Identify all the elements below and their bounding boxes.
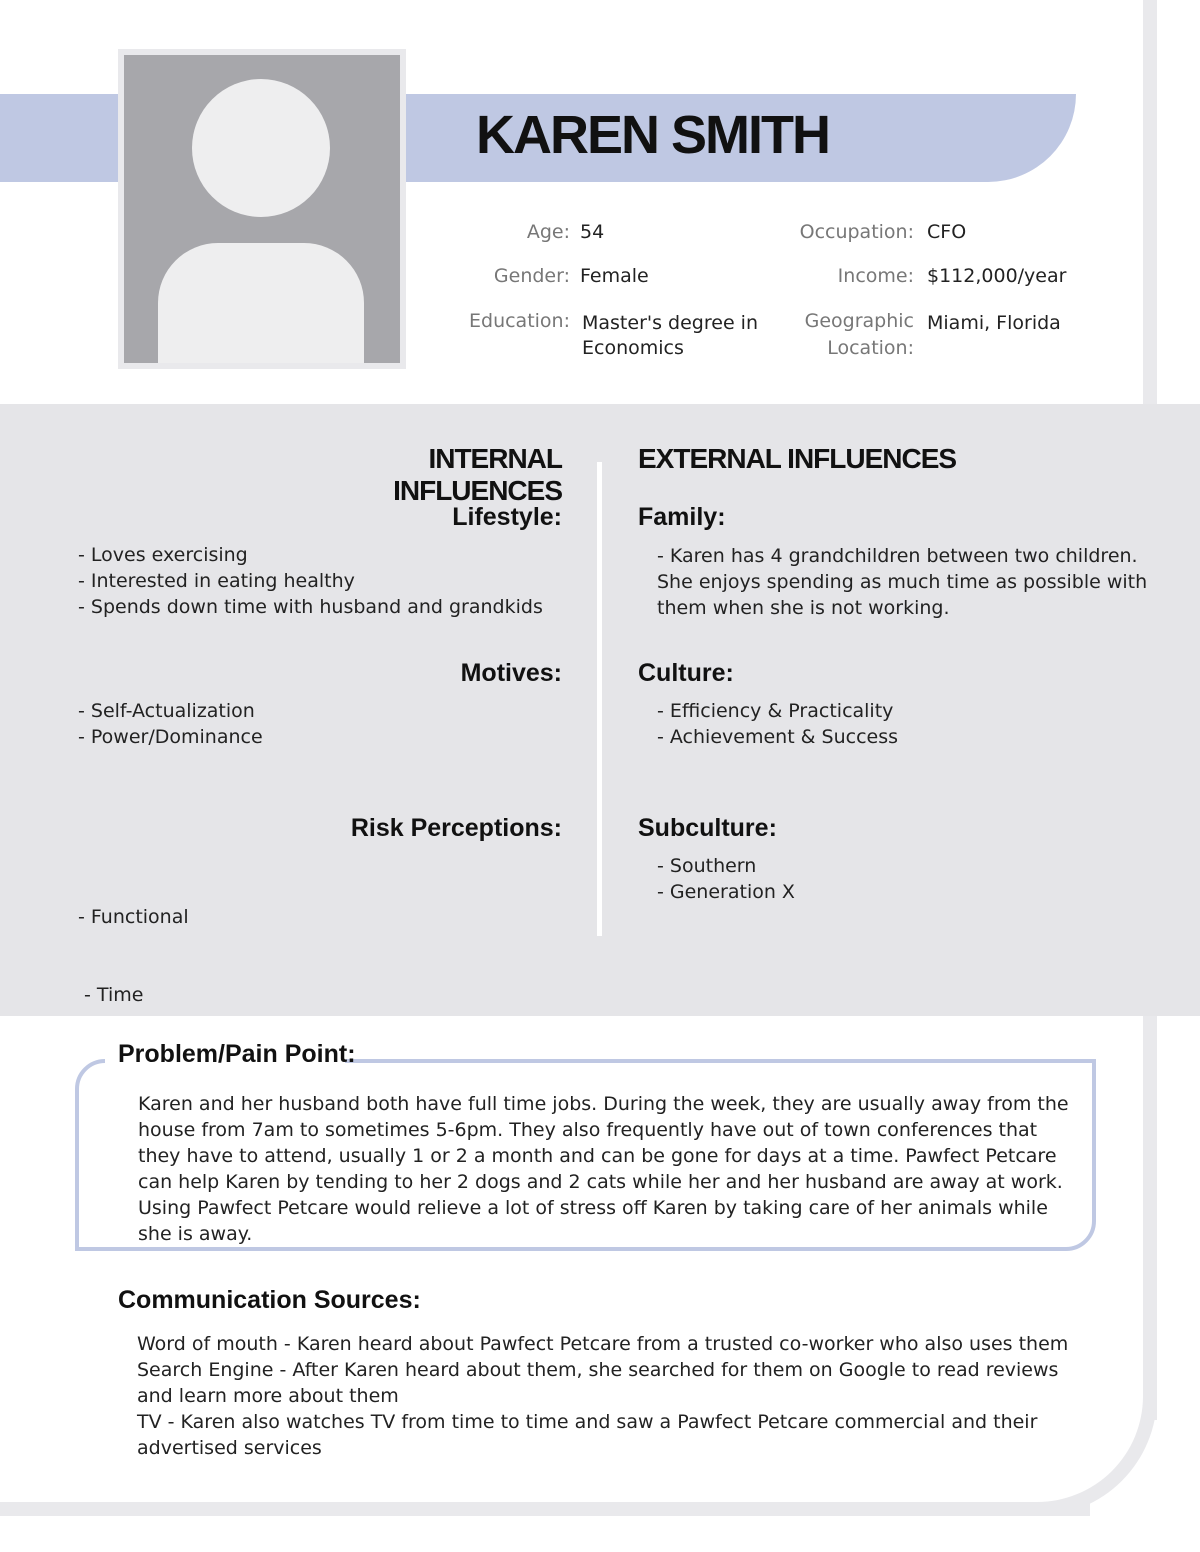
avatar-body [158, 243, 364, 363]
family-title: Family: [638, 503, 726, 531]
list-item: - Interested in eating healthy [78, 570, 355, 592]
location-label-line1: Geographic [804, 310, 914, 332]
age-label: Age: [526, 221, 570, 243]
culture-list [657, 698, 898, 750]
lifestyle-title: Lifestyle: [452, 503, 562, 531]
motives-title: Motives: [460, 659, 562, 687]
motives-list [78, 698, 263, 750]
gender-label: Gender: [493, 265, 570, 287]
risk-perceptions-title: Risk Perceptions: [350, 814, 562, 842]
list-item: - Achievement & Success [657, 726, 899, 748]
risk-perceptions-list [78, 852, 189, 1034]
internal-influences-title: INTERNAL INFLUENCES [393, 443, 562, 506]
list-item: - Power/Dominance [78, 726, 263, 748]
family-list [657, 543, 1147, 621]
occupation-value: CFO [927, 221, 967, 243]
list-item: - Efficiency & Practicality [657, 700, 894, 722]
gender-value: Female [580, 265, 649, 287]
culture-title: Culture: [638, 659, 734, 687]
external-influences-title: EXTERNAL INFLUENCES [638, 443, 957, 474]
location-label-line2: Location: [827, 337, 914, 359]
list-item: - Southern [657, 855, 757, 877]
occupation-label: Occupation: [799, 221, 914, 243]
lifestyle-list [78, 542, 543, 620]
list-item: - Spends down time with husband and grandkids [78, 596, 543, 618]
communication-title: Communication Sources: [118, 1286, 421, 1314]
list-item: - Loves exercising [78, 544, 248, 566]
list-item: them when she is not working. [657, 597, 950, 619]
subculture-title: Subculture: [638, 814, 777, 842]
problem-title: Problem/Pain Point: [118, 1040, 356, 1068]
avatar [118, 49, 406, 369]
education-label: Education: [469, 310, 570, 332]
list-item: - Self-Actualization [78, 700, 255, 722]
persona-name: KAREN SMITH [476, 105, 829, 165]
list-item: She enjoys spending as much time as possible with [657, 571, 1148, 593]
list-item: - Karen has 4 grandchildren between two children. [657, 545, 1138, 567]
list-item: - Generation X [657, 881, 795, 903]
age-value: 54 [580, 221, 605, 243]
income-value: $112,000/year [927, 265, 1067, 287]
list-item: - Functional [78, 906, 189, 928]
problem-text: Karen and her husband both have full time jobs. During the week, they are usually away from the house from 7am to sometimes 5-6pm. They also frequently have out of town conferences that they have to attend, usually 1 or 2 a month and can be gone for days at a time. Pawfect Petcare can help Karen by tending to her 2 dogs and 2 cats while her and her husband are away at work. Using Pawfect Petcare would relieve a lot of stress off Karen by taking care of her animals while she is away. [138, 1093, 1069, 1245]
influences-divider [597, 462, 602, 936]
list-item: Word of mouth - Karen heard about Pawfect Petcare from a trusted co-worker who also uses them [137, 1333, 1069, 1355]
subculture-list [657, 853, 795, 905]
education-value-line1: Master's degree in [582, 312, 758, 334]
list-item: TV - Karen also watches TV from time to time and saw a Pawfect Petcare commercial and their advertised services [137, 1411, 1038, 1459]
communication-list [137, 1331, 1077, 1461]
list-item: Search Engine - After Karen heard about them, she searched for them on Google to read reviews and learn more about them [137, 1359, 1059, 1407]
location-value: Miami, Florida [927, 312, 1061, 334]
page-frame-bottom [0, 1502, 1090, 1516]
education-value-line2: Economics [582, 337, 684, 359]
avatar-head [192, 79, 330, 217]
avatar-placeholder-icon [124, 55, 400, 363]
income-label: Income: [837, 265, 914, 287]
list-item: - Time [78, 984, 144, 1006]
